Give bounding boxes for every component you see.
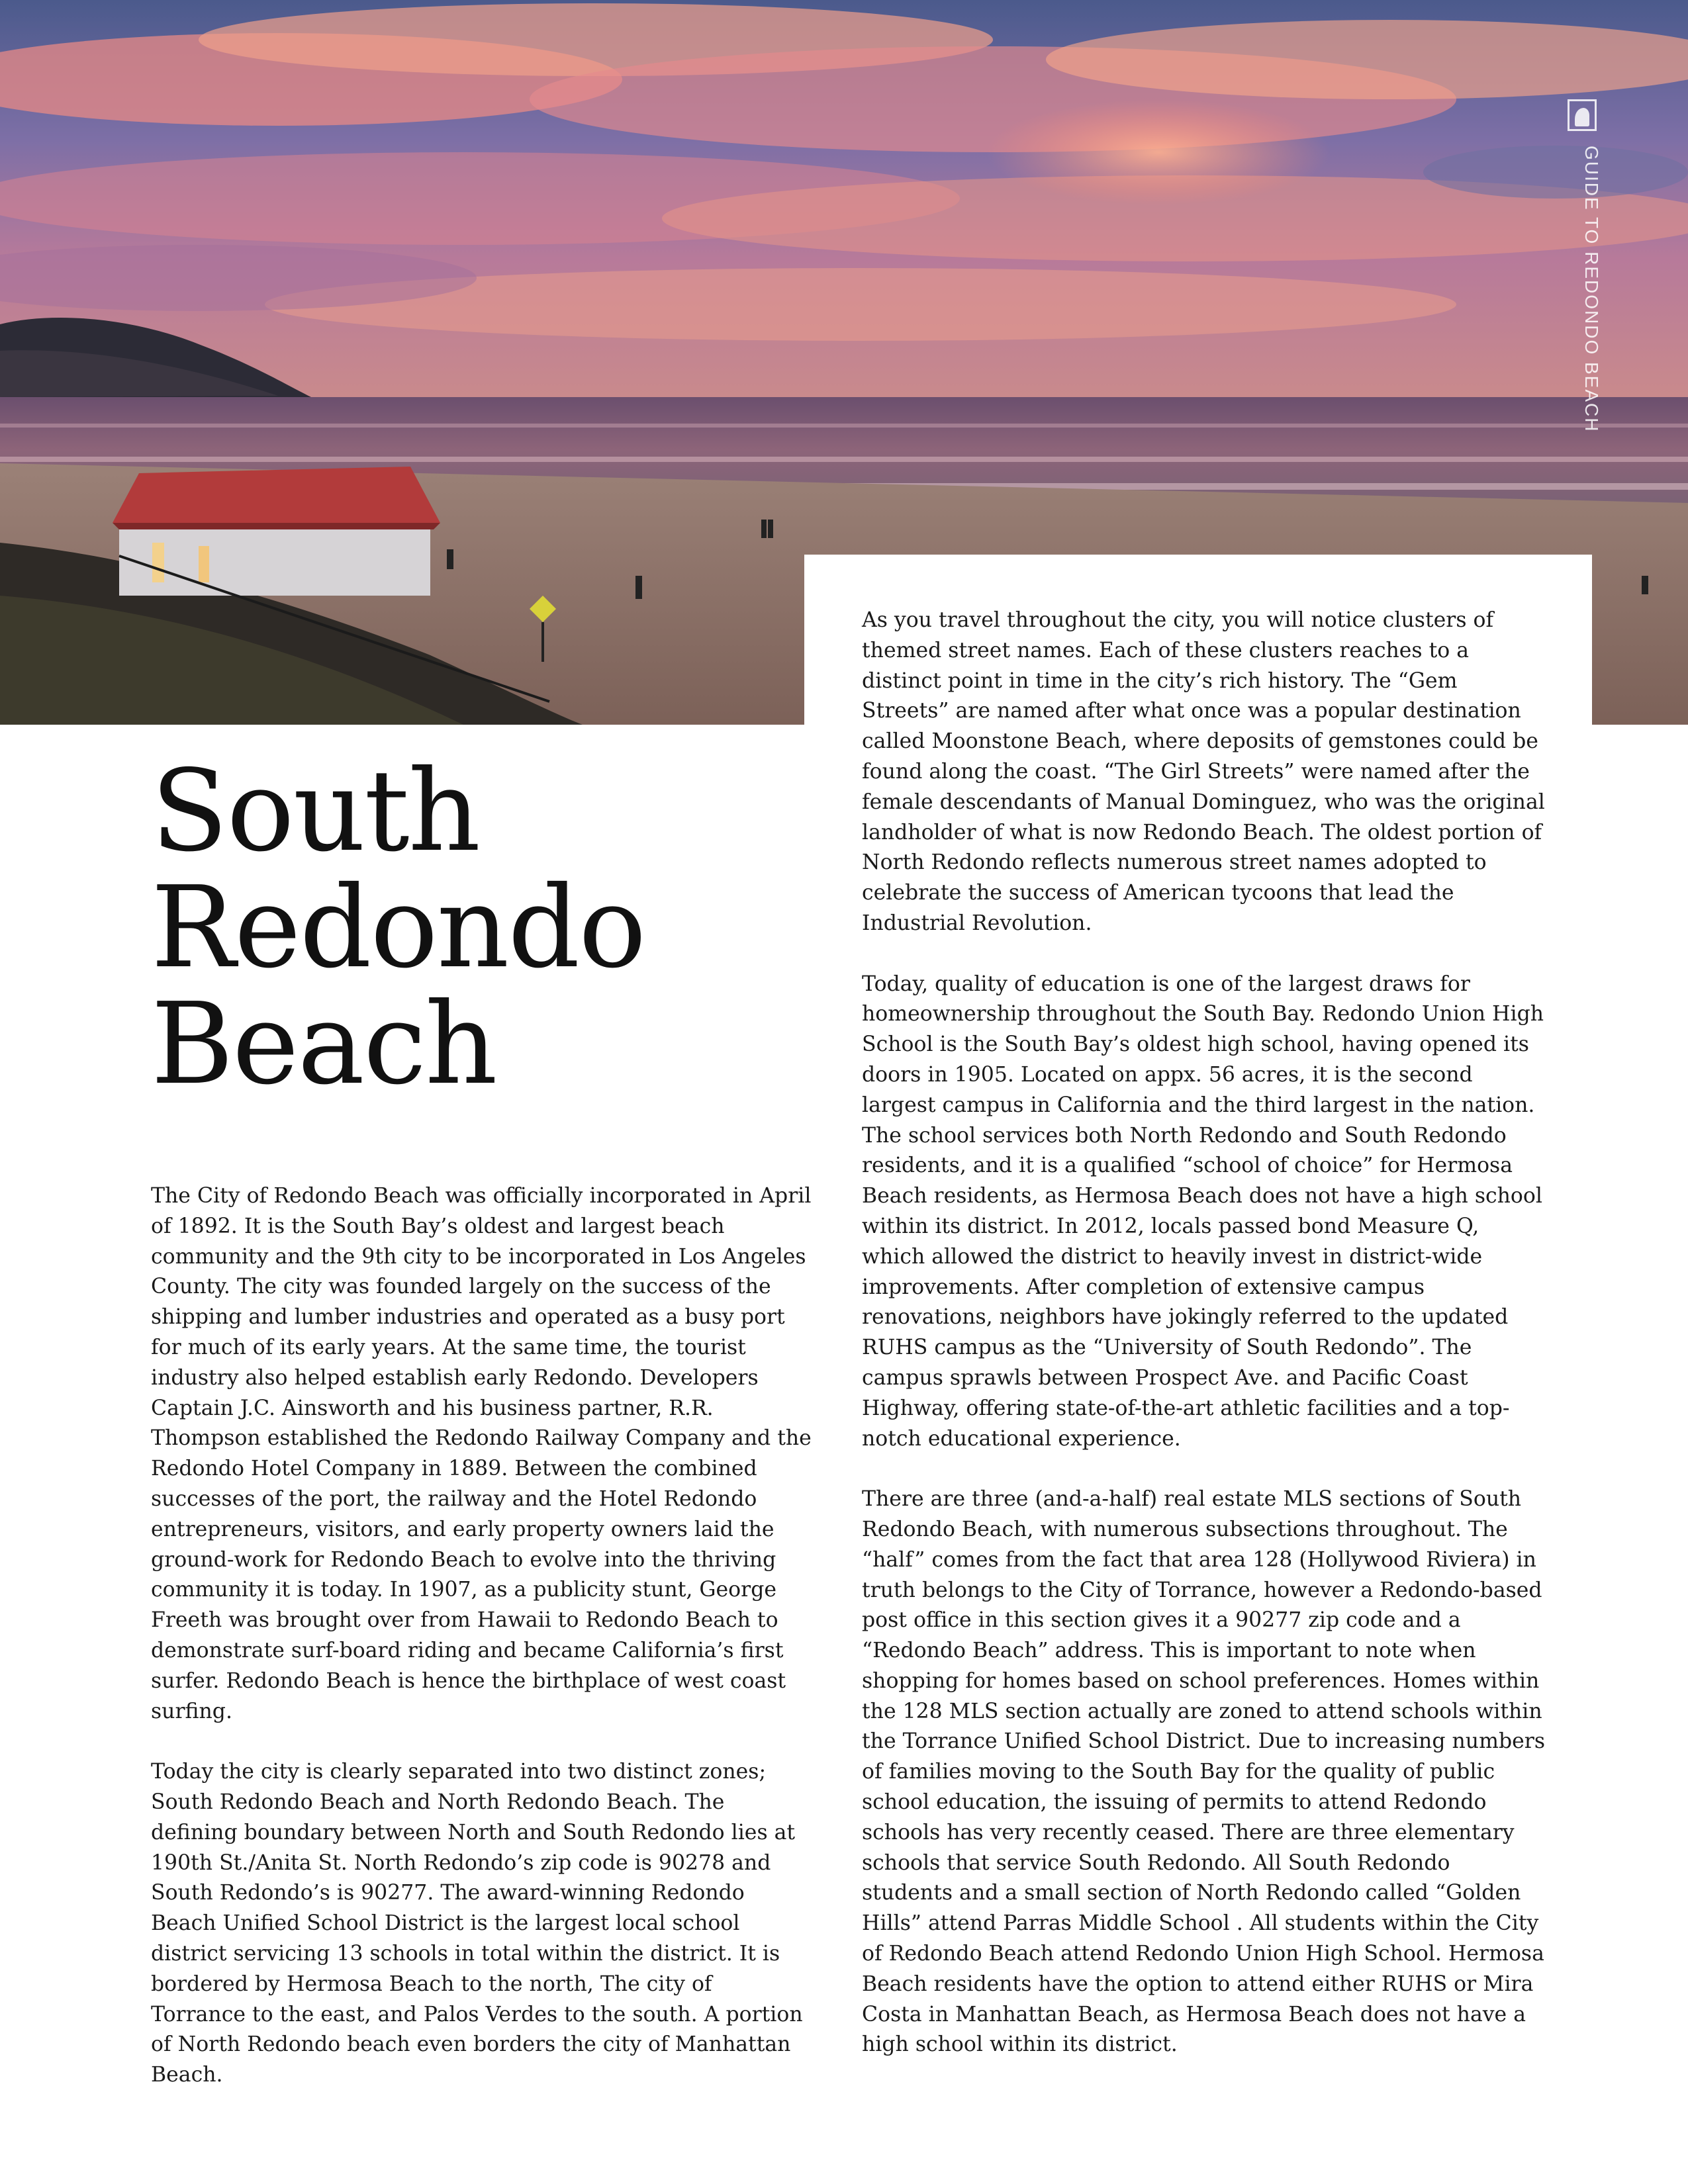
paragraph-mls-sections: There are three (and-a-half) real estate MLS sections of South Redondo Beach, with numerous subsections throughout. The “half” comes from the fact that area 128 (Hollywood Riviera) in truth belongs to the City of Torrance, however a Redondo-based post office in this section gives it a 90277 zip code and a “Redondo Beach” address. This is important to note when shopping for homes based on school preferences. Homes within the 128 MLS section actually are zoned to attend schools within the Torrance Unified School District. Due to increasing numbers of families moving to the South Bay for the quality of public school education, the issuing of permits to attend Redondo schools has very recently ceased. There are three elementary schools that service South Redondo. All South Redondo students and a small section of North Redondo called “Golden Hills” attend Parras Middle School . All students within the City of Redondo Beach attend Redondo Union High School. Hermosa Beach residents have the option to attend either RUHS or Mira Costa in Manhattan Beach, as Hermosa Beach does not have a high school within its district. bbox=[862, 1487, 1545, 2057]
left-column bbox=[151, 1181, 813, 2121]
running-title bbox=[1564, 99, 1603, 470]
page-title bbox=[151, 746, 747, 1110]
paragraph-street-names: As you travel throughout the city, you will notice clusters of themed street names. Each of these clusters reaches to a distinct point in time in the city’s rich history. The “Gem Streets” are named after what once was a popular destination called Moonstone Beach, where deposits of gemstones could be found along the coast. “The Girl Streets” were named after the female descendants of Manual Dominguez, who was the original landholder of what is now Redondo Beach. The oldest portion of North Redondo reflects numerous street names adopted to celebrate the success of American tycoons that lead the Industrial Revolution. bbox=[862, 608, 1545, 935]
title-line-3: Beach bbox=[151, 979, 496, 1110]
title-line-2: Redondo bbox=[151, 862, 645, 993]
side-title: GUIDE TO REDONDO BEACH bbox=[1581, 146, 1602, 433]
title-line-1: South bbox=[151, 746, 480, 877]
redondo-beach-logo-icon bbox=[1568, 99, 1597, 131]
right-column bbox=[862, 606, 1547, 2091]
paragraph-zones: Today the city is clearly separated into two distinct zones; South Redondo Beach and North Redondo Beach. The defining boundary between North and South Redondo lies at 190th St./Anita St. North Redondo’s zip code is 90278 and South Redondo’s is 90277. The award-winning Redondo Beach Unified School District is the largest local school district servicing 13 schools in total within the district. It is bordered by Hermosa Beach to the north, The city of Torrance to the east, and Palos Verdes to the south. A portion of North Redondo beach even borders the city of Manhattan Beach. bbox=[151, 1760, 803, 2087]
paragraph-education: Today, quality of education is one of the largest draws for homeownership throughout the South Bay. Redondo Union High School is the South Bay’s oldest high school, having opened its doors in 1905. Located on appx. 56 acres, it is the second largest campus in California and the third largest in the nation. The school services both North Redondo and South Redondo residents, and it is a qualified “school of choice” for Hermosa Beach residents, as Hermosa Beach does not have a high school within its district. In 2012, locals passed bond Measure Q, which allowed the district to heavily invest in district-wide improvements. After completion of extensive campus renovations, neighbors have jokingly referred to the updated RUHS campus as the “University of South Redondo”. The campus sprawls between Prospect Ave. and Pacific Coast Highway, offering state-of-the-art athletic facilities and a top-notch educational experience. bbox=[862, 972, 1544, 1451]
paragraph-history: The City of Redondo Beach was officially incorporated in April of 1892. It is the South Bay’s oldest and largest beach community and the 9th city to be incorporated in Los Angeles County. The city was founded largely on the success of the shipping and lumber industries and operated as a busy port for much of its early years. At the same time, the tourist industry also helped establish early Redondo. Developers Captain J.C. Ainsworth and his business partner, R.R. Thompson established the Redondo Railway Company and the Redondo Hotel Company in 1889. Between the combined successes of the port, the railway and the Hotel Redondo entrepreneurs, visitors, and early property owners laid the ground-work for Redondo Beach to evolve into the thriving community it is today. In 1907, as a publicity stunt, George Freeth was brought over from Hawaii to Redondo Beach to demonstrate surf-board riding and became California’s first surfer. Redondo Beach is hence the birthplace of west coast surfing. bbox=[151, 1184, 812, 1723]
